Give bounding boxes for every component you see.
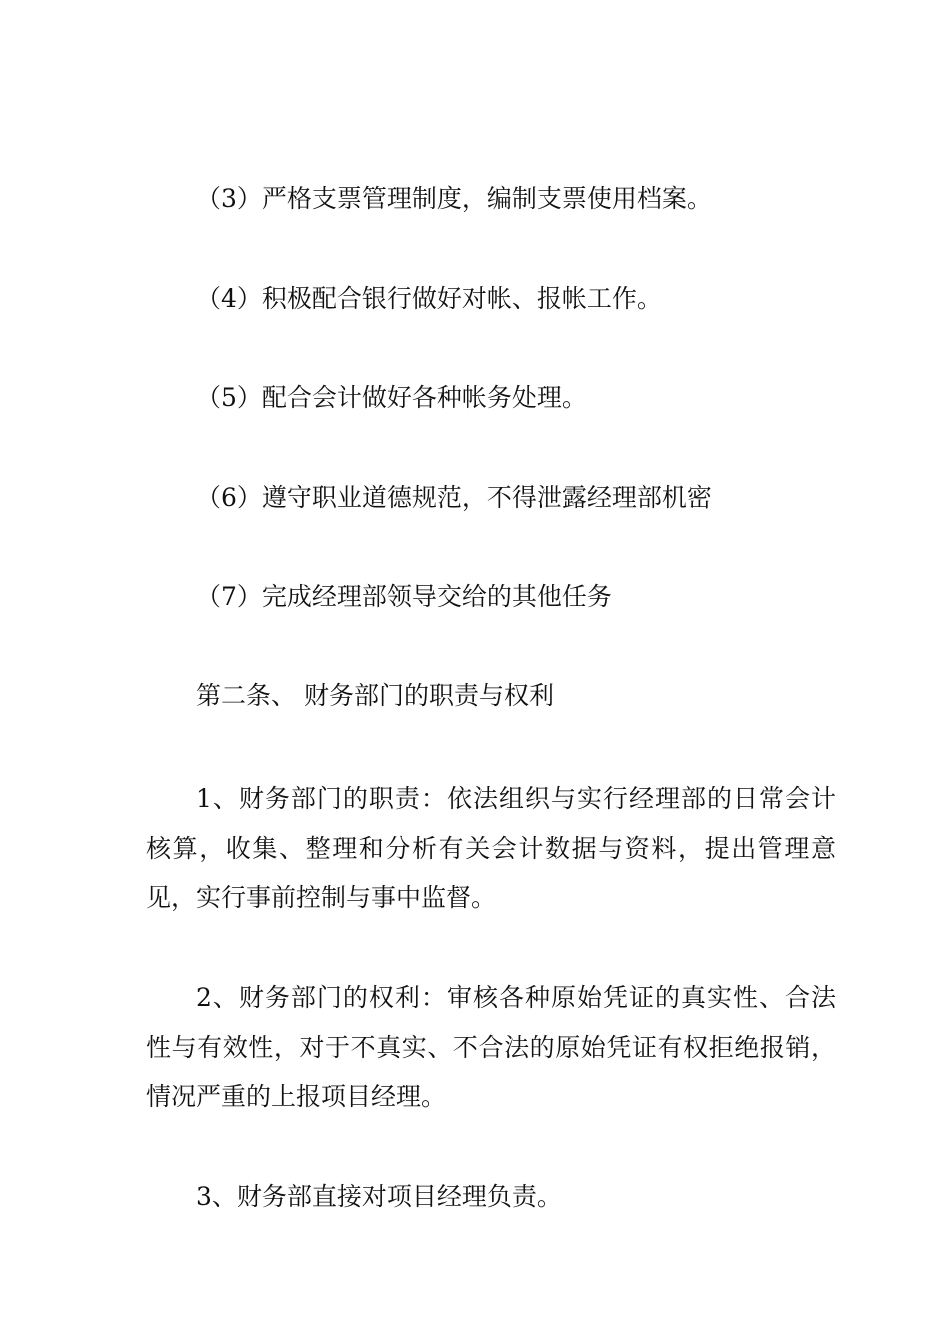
list-item-6: （6）遵守职业道德规范，不得泄露经理部机密 <box>196 483 712 512</box>
paragraph-rights: 2、财务部门的权利：审核各种原始凭证的真实性、合法性与有效性，对于不真实、不合法的原始凭证有权拒绝报销，情况严重的上报项目经理。 <box>146 983 836 1111</box>
list-item-4: （4）积极配合银行做好对帐、报帐工作。 <box>196 284 662 313</box>
paragraph-reporting: 3、财务部直接对项目经理负责。 <box>196 1182 562 1211</box>
section-heading: 第二条、 财务部门的职责与权利 <box>196 681 554 710</box>
list-item-5: （5）配合会计做好各种帐务处理。 <box>196 383 587 412</box>
list-item-3: （3）严格支票管理制度，编制支票使用档案。 <box>196 184 712 213</box>
list-item-7: （7）完成经理部领导交给的其他任务 <box>196 582 612 611</box>
paragraph-responsibilities: 1、财务部门的职责：依法组织与实行经理部的日常会计核算，收集、整理和分析有关会计数据与资料，提出管理意见，实行事前控制与事中监督。 <box>146 784 836 912</box>
